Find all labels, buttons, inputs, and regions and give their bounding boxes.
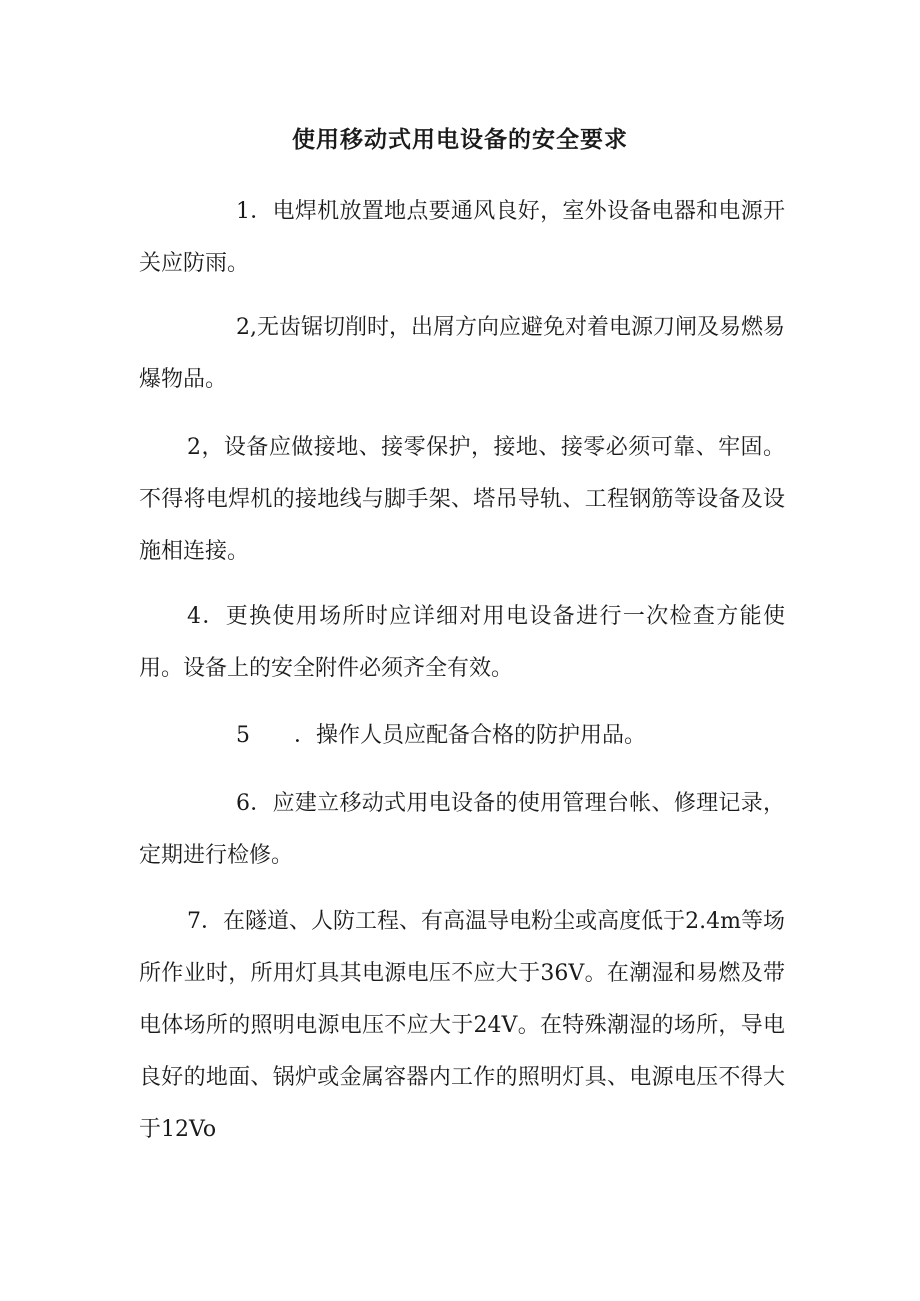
paragraph-4: 4．更换使用场所时应详细对用电设备进行一次检查方能使用。设备上的安全附件必须齐全有效。 — [139, 604, 785, 681]
paragraph-6: 6．应建立移动式用电设备的使用管理台帐、修理记录，定期进行检修。 — [139, 791, 785, 868]
paragraph-5: 5 ．操作人员应配备合格的防护用品。 — [236, 723, 646, 748]
paragraph-1: 1．电焊机放置地点要通风良好，室外设备电器和电源开关应防雨。 — [139, 199, 785, 276]
paragraph-2: 2,无齿锯切削时，出屑方向应避免对着电源刀闸及易燃易爆物品。 — [139, 315, 785, 392]
document-title: 使用移动式用电设备的安全要求 — [292, 126, 628, 153]
paragraph-3: 2，设备应做接地、接零保护，接地、接零必须可靠、牢固。不得将电焊机的接地线与脚手架、塔吊导轨、工程钢筋等设备及设施相连接。 — [139, 435, 785, 564]
paragraph-7: 7．在隧道、人防工程、有高温导电粉尘或高度低于2.4m等场所作业时，所用灯具其电源电压不应大于36V。在潮湿和易燃及带电体场所的照明电源电压不应大于24V。在特殊潮湿的场所，导电良好的地面、锅炉或金属容器内工作的照明灯具、电源电压不得大于12Vo — [139, 909, 785, 1142]
